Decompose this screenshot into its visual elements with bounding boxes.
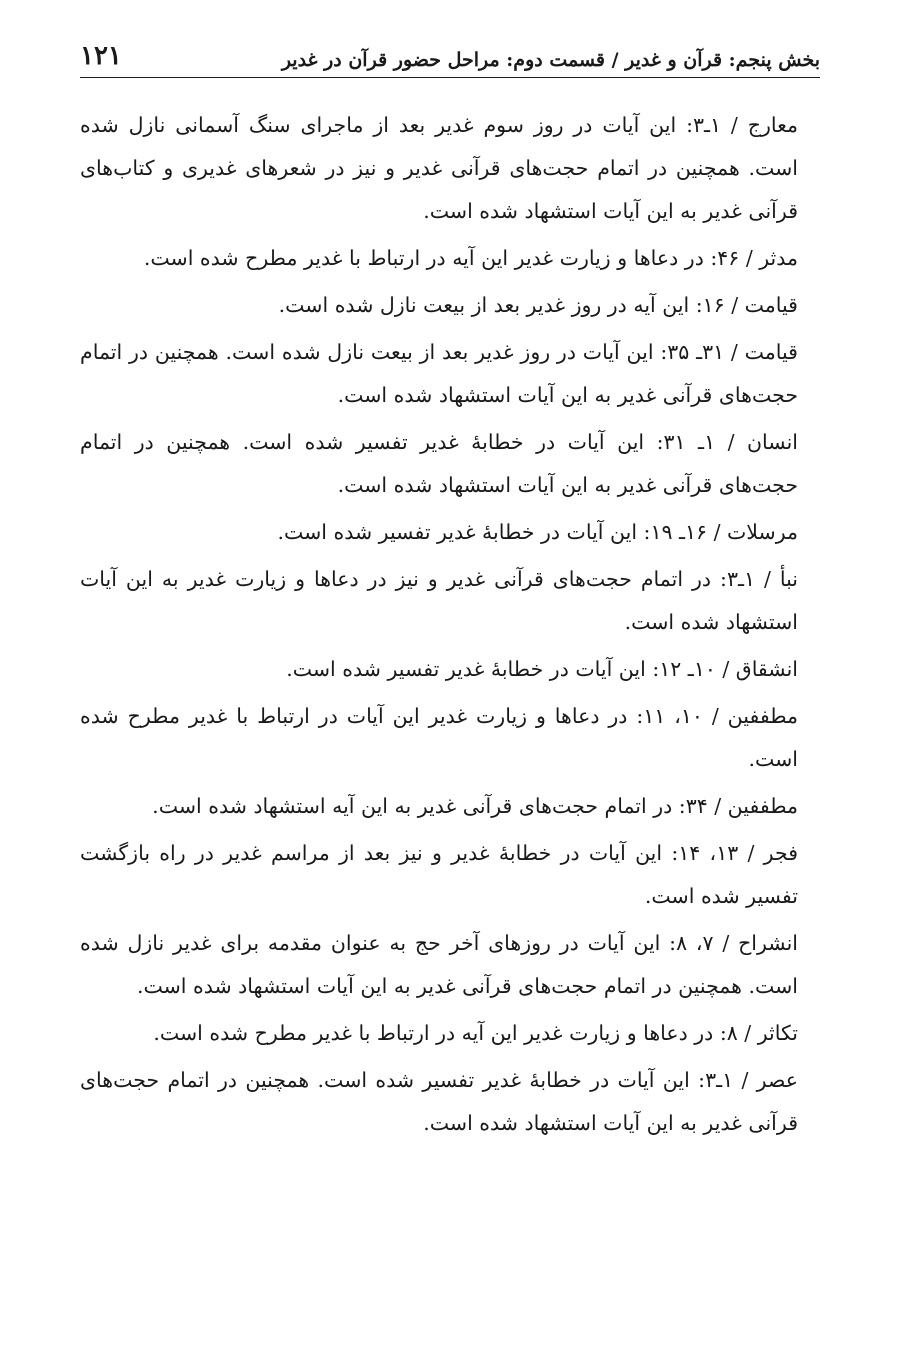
paragraph-mursalat: مرسلات / ۱۶ـ ۱۹: این آیات در خطابهٔ غدیر تفسیر شده است. [277,520,798,544]
chapter-title: بخش پنجم: قرآن و غدیر / قسمت دوم: مراحل حضور قرآن در غدیر [281,49,820,71]
paragraph-inshirah: انشراح / ۷، ۸: این آیات در روزهای آخر حج به عنوان مقدمه برای غدیر نازل شده است. همچنین در اتمام حجت‌های قرآنی غدیر به این آیات استشهاد شده است. [80,931,798,998]
paragraph-mutaffifin-34: مطففین / ۳۴: در اتمام حجت‌های قرآنی غدیر به این آیه استشهاد شده است. [152,794,798,818]
paragraph-muddathir: مدثر / ۴۶: در دعاها و زیارت غدیر این آیه در ارتباط با غدیر مطرح شده است. [143,246,798,270]
running-header [80,34,820,78]
paragraph-mutaffifin-10: مطففین / ۱۰، ۱۱: در دعاها و زیارت غدیر این آیات در ارتباط با غدیر مطرح شده است. [80,704,798,771]
paragraph-qiyamah-16: قیامت / ۱۶: این آیه در روز غدیر بعد از بیعت نازل شده است. [278,293,798,317]
page-number: ۱۲۱ [80,41,122,71]
body-text [80,104,820,1149]
paragraph-qiyamah-31: قیامت / ۳۱ـ ۳۵: این آیات در روز غدیر بعد از بیعت نازل شده است. همچنین در اتمام حجت‌های قرآنی غدیر به این آیات استشهاد شده است. [80,340,798,407]
paragraph-asr: عصر / ۱ـ۳: این آیات در خطابهٔ غدیر تفسیر شده است. همچنین در اتمام حجت‌های قرآنی غدیر به این آیات استشهاد شده است. [80,1068,798,1135]
paragraph-maarij: معارج / ۱ـ۳: این آیات در روز سوم غدیر بعد از ماجرای سنگ آسمانی نازل شده است. همچنین در اتمام حجت‌های قرآنی غدیر و نیز در شعرهای غدیری و کتاب‌های قرآنی غدیر به این آیات استشهاد شده است. [80,113,798,223]
paragraph-inshiqaq: انشقاق / ۱۰ـ ۱۲: این آیات در خطابهٔ غدیر تفسیر شده است. [286,657,798,681]
paragraph-naba: نبأ / ۱ـ۳: در اتمام حجت‌های قرآنی غدیر و نیز در دعاها و زیارت غدیر به این آیات استشهاد شده است. [80,567,799,634]
paragraph-takathur: تکاثر / ۸: در دعاها و زیارت غدیر این آیه در ارتباط با غدیر مطرح شده است. [153,1021,798,1045]
paragraph-insan: انسان / ۱ـ ۳۱: این آیات در خطابهٔ غدیر تفسیر شده است. همچنین در اتمام حجت‌های قرآنی غدیر به این آیات استشهاد شده است. [80,430,798,497]
paragraph-fajr: فجر / ۱۳، ۱۴: این آیات در خطابهٔ غدیر و نیز بعد از مراسم غدیر در راه بازگشت تفسیر شده است. [80,841,798,908]
